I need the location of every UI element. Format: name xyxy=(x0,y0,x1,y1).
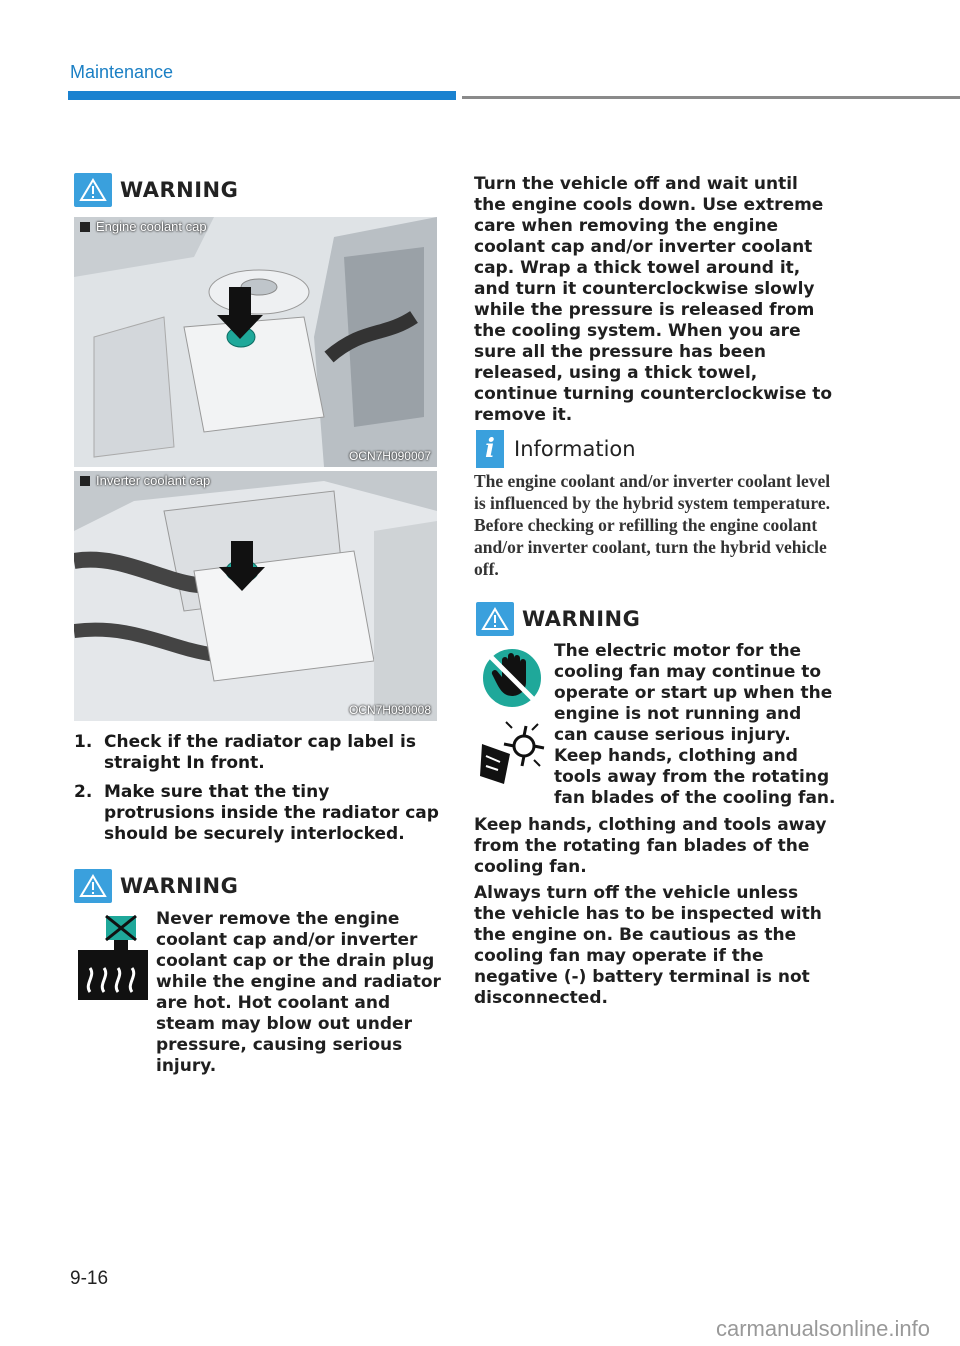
warning-heading-3 xyxy=(476,602,640,636)
inverter-coolant-cap-photo xyxy=(74,471,437,721)
list-item: 2. Make sure that the tiny protrusions inside the radiator cap should be securely interlocked. xyxy=(74,782,439,844)
section-title: Maintenance xyxy=(70,62,174,82)
photo-caption: Inverter coolant cap xyxy=(80,473,210,488)
warning-text: The electric motor for the cooling fan may continue to operate or start up when the engine is not running and can cause serious injury. Keep hands, clothing and tools away from the rotating fan blades of the cooling fan. xyxy=(554,641,836,808)
photo-caption: Engine coolant cap xyxy=(80,219,207,234)
photo-code: OCN7H090008 xyxy=(348,703,431,717)
warning-triangle-icon xyxy=(476,602,514,636)
engine-coolant-cap-photo xyxy=(74,217,437,467)
information-label: Information xyxy=(514,437,636,461)
stop-hand-icon xyxy=(478,644,546,712)
steps-list xyxy=(74,732,439,845)
photo-code: OCN7H090007 xyxy=(348,449,431,463)
warning-text: Never remove the engine coolant cap and/or inverter coolant cap or the drain plug while the engine and radiator are hot. Hot coolant and steam may blow out under pressure, causing serious injury. xyxy=(156,909,441,1076)
watermark: carmanualsonline.info xyxy=(715,1316,930,1341)
warning-label: WARNING xyxy=(120,874,239,898)
information-heading xyxy=(476,430,636,468)
warning-heading-2 xyxy=(74,869,238,903)
header-rule xyxy=(462,96,960,99)
warning-paragraph: Always turn off the vehicle unless the vehicle has to be inspected with the engine on. Be cautious as the cooling fan may operate if the negative (-) battery terminal is not disconnected. xyxy=(474,883,822,1008)
inverter-bay-illustration xyxy=(74,471,437,721)
warning-paragraph: Keep hands, clothing and tools away from the rotating fan blades of the cooling fan. xyxy=(474,815,827,877)
info-icon: i xyxy=(476,430,504,468)
engine-bay-illustration xyxy=(74,217,437,467)
warning-label: WARNING xyxy=(522,607,641,631)
page-number: 9-16 xyxy=(70,1268,109,1289)
list-item: 1. Check if the radiator cap label is straight In front. xyxy=(74,732,416,773)
header-rule-accent xyxy=(68,91,456,100)
fan-hand-icon xyxy=(476,716,548,788)
warning-heading-1 xyxy=(74,173,238,207)
warning-label: WARNING xyxy=(120,178,239,202)
hot-coolant-icon xyxy=(76,912,150,1002)
warning-triangle-icon xyxy=(74,173,112,207)
warning-triangle-icon xyxy=(74,869,112,903)
information-text: The engine coolant and/or inverter coolant level is influenced by the hybrid system temperature. Before checking or refilling the engine coolant and/or inverter coolant, turn the hybrid vehicle off. xyxy=(474,471,831,579)
warning-text: Turn the vehicle off and wait until the engine cools down. Use extreme care when removing the engine coolant cap and/or inverter coolant cap. Wrap a thick towel around it, and turn it counterclockwise slowly while the pressure is released from the cooling system. When you are sure all the pressure has been released, using a thick towel, continue turning counterclockwise to remove it. xyxy=(474,174,833,425)
